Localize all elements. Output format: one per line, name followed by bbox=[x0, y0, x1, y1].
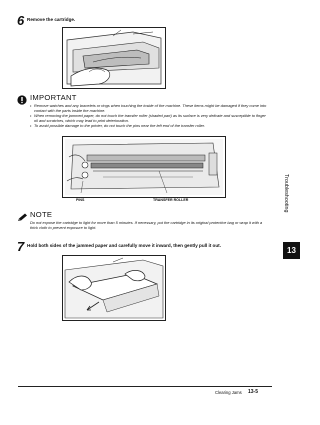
important-item-pins: • To avoid possible damage to the printer, do not touch the pins near the left end of the transfer roller. bbox=[30, 124, 270, 129]
chapter-number-badge: 13 bbox=[283, 242, 300, 259]
figure-remove-cartridge bbox=[62, 27, 166, 89]
important-heading: IMPORTANT bbox=[30, 93, 77, 102]
footer-section-title: Clearing Jams bbox=[215, 390, 242, 395]
pins-label: PINS bbox=[76, 198, 85, 202]
step-6-number: 6 bbox=[17, 13, 25, 28]
important-icon bbox=[17, 92, 27, 102]
important-item-transfer-roller: • When removing the jammed paper, do not touch the transfer roller (shaded part) as its surface is very delicate and susceptible to finger oil and scratches, which may lead to print deterioration. bbox=[30, 114, 270, 124]
figure-transfer-roller bbox=[62, 136, 226, 198]
important-list bbox=[30, 104, 270, 129]
step-7-text: Hold both sides of the jammed paper and carefully move it inward, then gently pull it out. bbox=[27, 243, 221, 248]
pull-paper-illustration bbox=[63, 256, 165, 320]
transfer-roller-label: TRANSFER ROLLER bbox=[153, 198, 189, 202]
transfer-roller-illustration bbox=[63, 137, 225, 197]
note-pencil-icon bbox=[17, 209, 28, 218]
footer-divider bbox=[18, 386, 272, 387]
footer-page-number: 13-5 bbox=[248, 389, 259, 395]
remove-cartridge-illustration bbox=[63, 28, 165, 88]
figure-pull-paper bbox=[62, 255, 166, 321]
chapter-tab-label: Troubleshooting bbox=[283, 174, 289, 213]
step-6-text: Remove the cartridge. bbox=[27, 17, 76, 22]
note-heading: NOTE bbox=[30, 210, 53, 219]
important-item-watches: • Remove watches and any bracelets or rings when touching the inside of the machine. These items might be damaged if they come into contact with the parts inside the machine. bbox=[30, 104, 270, 114]
note-text: Do not expose the cartridge to light for more than 5 minutes. If necessary, put the cartridge in its original protective bag or wrap it with a thick cloth to prevent exposure to light. bbox=[30, 220, 263, 230]
step-7-number: 7 bbox=[17, 239, 25, 254]
